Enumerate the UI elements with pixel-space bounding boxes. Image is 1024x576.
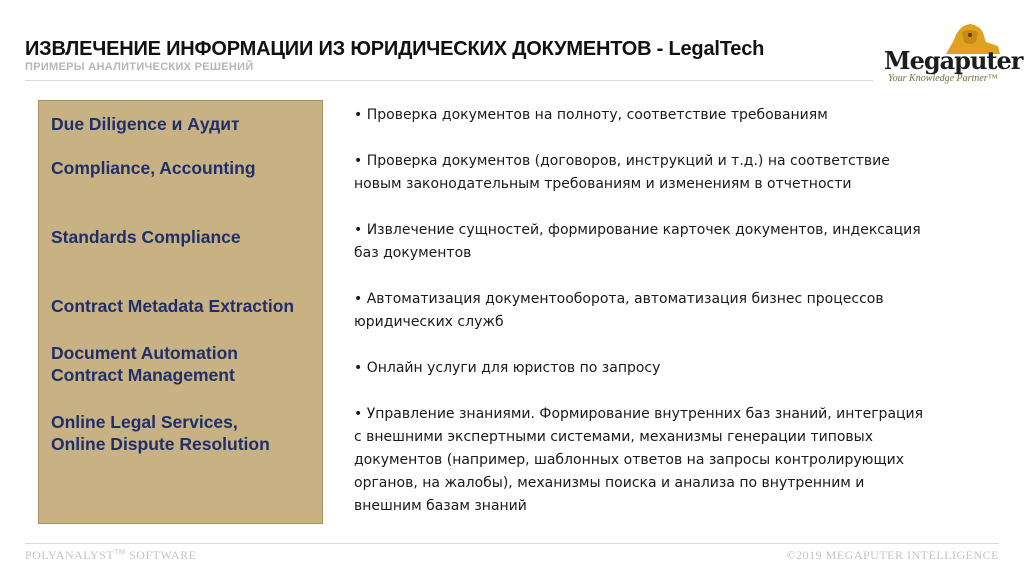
solution-categories-panel <box>38 100 323 524</box>
footer-copyright: ©2019 MEGAPUTER INTELLIGENCE <box>786 548 999 562</box>
bullet-regulatory-check: • Проверка документов (договоров, инструкций и т.д.) на соответствие новым законодательным требованиям и изменениям в отчетности <box>354 153 890 192</box>
footer-divider <box>25 543 999 544</box>
logo-tagline: Your Knowledge Partner™ <box>888 73 998 84</box>
megaputer-logo <box>872 20 1023 90</box>
category-compliance-accounting: Compliance, Accounting <box>51 158 256 178</box>
category-contract-metadata: Contract Metadata Extraction <box>51 296 295 316</box>
category-due-diligence: Due Diligence и Аудит <box>51 114 240 134</box>
bullet-online-services: • Онлайн услуги для юристов по запросу <box>354 360 661 376</box>
category-standards-compliance: Standards Compliance <box>51 227 241 247</box>
bullet-completeness-check: • Проверка документов на полноту, соответствие требованиям <box>354 107 828 123</box>
logo-wordmark: Megaputer <box>884 46 1023 75</box>
bullet-workflow-automation: • Автоматизация документооборота, автоматизация бизнес процессов юридических служб <box>354 291 884 330</box>
footer-product-name: POLYANALYST™ SOFTWARE <box>25 548 197 562</box>
page-title: ИЗВЛЕЧЕНИЕ ИНФОРМАЦИИ ИЗ ЮРИДИЧЕСКИХ ДОКУМЕНТОВ - LegalTech <box>25 38 765 60</box>
bullet-knowledge-management: • Управление знаниями. Формирование внутренних баз знаний, интеграция с внешними экспертными системами, механизмы генерации типовых документов (например, шаблонных ответов на запросы контролирующих органов, на жалобы), механизмы поиска и анализа по внутренним и внешним базам знаний <box>354 406 924 514</box>
bullet-entity-extraction: • Извлечение сущностей, формирование карточек документов, индексация баз документов <box>354 222 921 261</box>
page-subtitle: ПРИМЕРЫ АНАЛИТИЧЕСКИХ РЕШЕНИЙ <box>25 61 254 73</box>
category-document-automation: Document Automation Contract Management <box>51 343 238 385</box>
category-online-legal-services: Online Legal Services, Online Dispute Resolution <box>51 412 270 454</box>
header-divider <box>25 80 873 81</box>
